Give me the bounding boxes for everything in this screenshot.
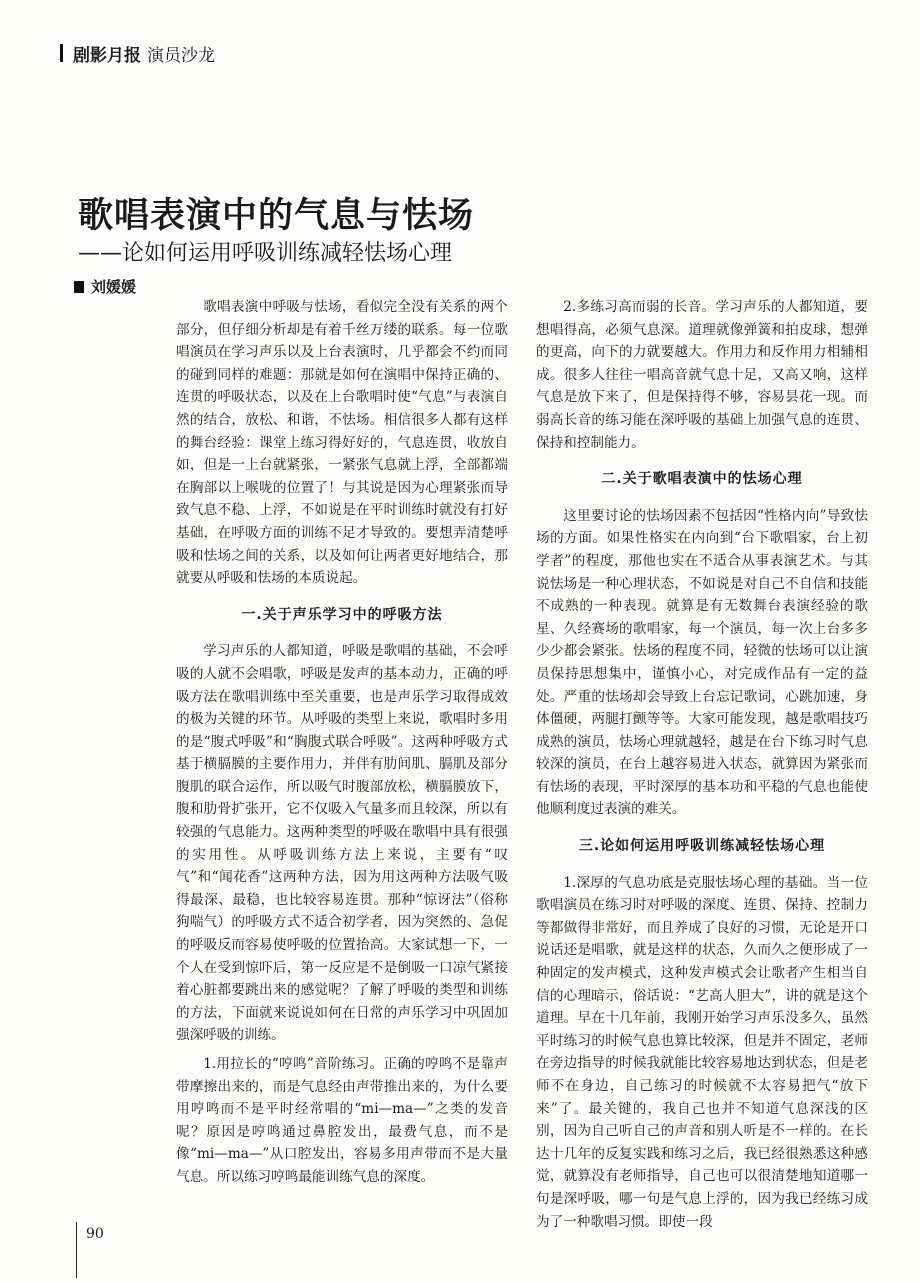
section-heading-1: 一.关于声乐学习中的呼吸方法 — [241, 606, 443, 623]
paragraph: 这里要讨论的怯场因素不包括因“性格内向”导致怯场的方面。如果性格实在内向到“台下歌唱家，台上初学者”的程度，那他也实在不适合从事表演艺术。与其说怯场是一种心理状态，不如说是对自己不自信和技能不成熟的一种表现。就算是有无数舞台表演经验的歌星、久经赛场的歌唱家，每一个演员，每一次上台多多少少都会紧张。怯场的程度不同，轻微的怯场可以让演员保持思想集中，谨慎小心，对完成作品有一定的益处。严重的怯场却会导致上台忘记歌词，心跳加速，身体僵硬，两腿打颤等等。大家可能发现，越是歌唱技巧成熟的演员，怯场心理就越轻，越是在台下练习时气息较深的演员，在台上越容易进入状态，就算因为紧张而有怯场的表现，平时深厚的基本功和平稳的气息也能使他顺利度过表演的难关。 — [536, 507, 868, 818]
page-number: 90 — [86, 1226, 104, 1242]
running-header — [60, 40, 215, 66]
article-title: 歌唱表演中的气息与怯场 — [78, 195, 475, 236]
intro-paragraph: 歌唱表演中呼吸与怯场，看似完全没有关系的两个部分，但仔细分析却是有着千丝万缕的联系。每一位歌唱演员在学习声乐以及上台表演时，几乎都会不约而同的碰到同样的难题：那就是如何在演唱中保持正确的、连贯的呼吸状态，以及在上台歌唱时使“气息”与表演自然的结合，放松、和谐，不怯场。相信很多人都有这样的舞台经验：课堂上练习得好好的，气息连贯，收放自如，但是一上台就紧张，一紧张气息就上浮，全部都端在胸部以上喉咙的位置了！与其说是因为心理紧张而导致气息不稳、上浮，不如说是在平时训练时就没有打好基础，在呼吸方面的训练不足才导致的。要想弄清楚呼吸和怯场之间的关系，以及如何让两者更好地结合，那就要从呼吸和怯场的本质说起。 — [176, 299, 508, 587]
author-line — [74, 276, 136, 297]
right-column — [536, 296, 868, 1233]
section-heading-2: 二.关于歌唱表演中的怯场心理 — [601, 471, 803, 488]
paragraph: 学习声乐的人都知道，呼吸是歌唱的基础，不会呼吸的人就不会唱歌，呼吸是发声的基本动力，正确的呼吸方法在歌唱训练中至关重要，也是声乐学习取得成效的极为关键的环节。从呼吸的类型上来说，歌唱时多用的是“腹式呼吸”和“胸腹式联合呼吸”。这两种呼吸方式基于横膈膜的主要作用力，并伴有肋间肌、膈肌及部分腹肌的联合运作，所以吸气时腹部放松，横膈膜放下，腹和肋骨扩张开，它不仅吸入气量多而且较深，所以有较强的气息能力。这两种类型的呼吸在歌唱中具有很强的实用性。从呼吸训练方法上来说，主要有“叹气”和“闻花香”这两种方法，因为用这两种方法吸气吸得最深、最稳，也比较容易连贯。那种“惊讶法”（俗称狗喘气）的呼吸方式不适合初学者，因为突然的、急促的呼吸反而容易使呼吸的位置抬高。大家试想一下，一个人在受到惊吓后，第一反应是不是倒吸一口凉气紧接着心脏都要跳出来的感觉呢？了解了呼吸的类型和训练的方法，下面就来说说如何在日常的声乐学习中巩固加强深呼吸的训练。 — [176, 643, 508, 1044]
author-marker — [74, 281, 84, 293]
section-name: 演员沙龙 — [147, 45, 215, 66]
paragraph: 1.深厚的气息功底是克服怯场心理的基础。当一位歌唱演员在练习时对呼吸的深度、连贯、保持、控制力等都做得非常好，而且养成了良好的习惯，无论是开口说话还是唱歌，就是这样的状态，久而久之便形成了一种固定的发声模式，这种发声模式会让歌者产生相当自信的心理暗示，俗话说：“艺高人胆大”，讲的就是这个道理。早在十几年前，我刚开始学习声乐没多久，虽然平时练习的时候气息也算比较深，但是并不固定，老师在旁边指导的时候我就能比较容易地达到状态，但是老师不在身边，自己练习的时候就不太容易把气“放下来”了。最关键的，我自己也并不知道气息深浅的区别，因为自己听自己的声音和别人听是不一样的。在长达十几年的反复实践和练习之后，我已经很熟悉这种感觉，就算没有老师指导，自己也可以很清楚地知道哪一句是深呼吸，哪一句是气息上浮的，因为我已经练习成为了一种歌唱习惯。即使一段 — [536, 874, 868, 1230]
magazine-name: 剧影月报 — [73, 45, 141, 66]
article-subtitle: ——论如何运用呼吸训练减轻怯场心理 — [78, 241, 453, 266]
paragraph: 1.用拉长的“哼鸣”音阶练习。正确的哼鸣不是靠声带摩擦出来的，而是气息经由声带推出来的，为什么要用哼鸣而不是平时经常唱的“mi—ma—”之类的发音呢？原因是哼鸣通过鼻腔发出，最费气息，而不是像“mi—ma—”从口腔发出，容易多用声带而不是大量气息。所以练习哼鸣最能训练气息的深度。 — [176, 1056, 508, 1185]
header-bar — [60, 44, 63, 62]
left-column — [176, 296, 508, 1189]
paragraph: 2.多练习高而弱的长音。学习声乐的人都知道，要想唱得高，必须气息深。道理就像弹簧和拍皮球，想弹的更高，向下的力就要越大。作用力和反作用力相辅相成。很多人往往一唱高音就气息十足，又高又响，这样气息是放下来了，但是保持得不够，容易昙花一现。而弱高长音的练习能在深呼吸的基础上加强气息的连贯、保持和控制能力。 — [536, 299, 868, 451]
section-heading-3: 三.论如何运用呼吸训练减轻怯场心理 — [578, 838, 826, 855]
page-number-rule — [76, 1222, 77, 1278]
author-name: 刘媛媛 — [91, 278, 137, 296]
